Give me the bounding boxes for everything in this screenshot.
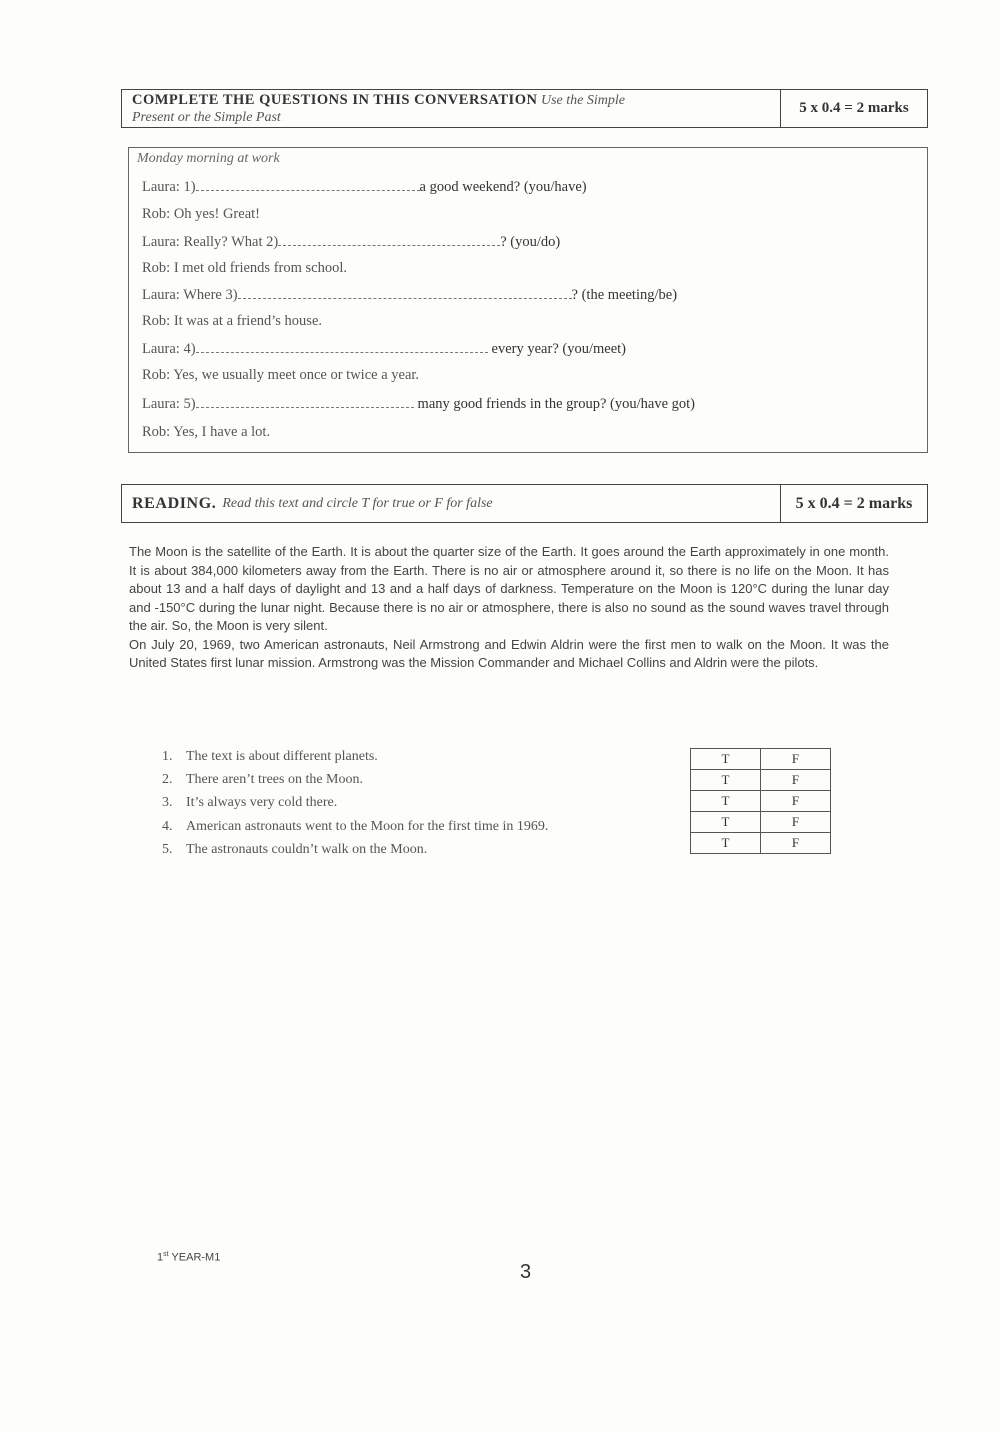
line-prefix: Laura: 5) xyxy=(142,396,196,412)
conversation-instruction-2: Present or the Simple Past xyxy=(132,110,281,125)
line-prefix: Laura: 1) xyxy=(142,179,196,195)
true-false-table xyxy=(690,748,831,854)
conversation-line-1 xyxy=(142,178,587,196)
line-suffix: a good weekend? (you/have) xyxy=(419,179,587,195)
question-number: 1. xyxy=(162,749,173,764)
question-5 xyxy=(162,842,427,858)
question-text: It’s always very cold there. xyxy=(186,795,338,810)
table-row xyxy=(691,833,831,854)
true-option-2[interactable]: T xyxy=(691,770,761,791)
table-row xyxy=(691,749,831,770)
question-number: 2. xyxy=(162,772,173,787)
false-option-3[interactable]: F xyxy=(761,791,831,812)
question-3 xyxy=(162,795,337,811)
true-option-5[interactable]: T xyxy=(691,833,761,854)
question-4 xyxy=(162,819,548,835)
false-option-2[interactable]: F xyxy=(761,770,831,791)
answer-blank-1[interactable] xyxy=(196,178,420,191)
conversation-line-2: Rob: Oh yes! Great! xyxy=(142,206,260,222)
question-2 xyxy=(162,772,363,788)
conversation-header-text xyxy=(122,90,781,127)
year-number: 1 xyxy=(157,1251,164,1264)
line-prefix: Laura: Where 3) xyxy=(142,287,238,303)
line-suffix: ? (you/do) xyxy=(500,234,561,250)
year-suffix: st xyxy=(163,1251,169,1258)
year-text: YEAR-M1 xyxy=(168,1251,221,1264)
answer-blank-5[interactable] xyxy=(196,395,414,408)
conversation-line-5 xyxy=(142,286,677,304)
conversation-box xyxy=(128,147,928,453)
conversation-setting: Monday morning at work xyxy=(137,151,280,166)
reading-title: READING. xyxy=(132,494,217,512)
reading-header-text xyxy=(122,485,781,522)
question-text: There aren’t trees on the Moon. xyxy=(186,772,364,787)
reading-paragraph-2: On July 20, 1969, two American astronauts, Neil Armstrong and Edwin Aldrin were the first men to walk on the Moon. It was the United States first lunar mission. Armstrong was the Mission Commander and Michael Collins and Aldrin were the pilots. xyxy=(129,636,889,670)
reading-passage xyxy=(129,543,889,673)
question-1 xyxy=(162,749,378,765)
reading-marks: 5 x 0.4 = 2 marks xyxy=(795,494,913,512)
question-number: 3. xyxy=(162,795,173,810)
question-text: American astronauts went to the Moon for the first time in 1969. xyxy=(186,819,549,834)
conversation-line-9 xyxy=(142,395,695,413)
reading-paragraph-1: The Moon is the satellite of the Earth. It is about the quarter size of the Earth. It goes around the Earth approximately in one month. It is about 384,000 kilometers away from the Earth. There is no air or atmosphere around it, so there is no life on the Moon. It has about 13 and a half days of daylight and 13 and a half days of darkness. Temperature on the Moon is 120°C during the lunar day and -150°C during the lunar night. Because there is no air or atmosphere, there is also no sound as the sound waves travel through the air. So, the Moon is very silent. xyxy=(129,544,889,633)
page-number: 3 xyxy=(520,1261,532,1283)
line-prefix: Laura: Really? What 2) xyxy=(142,234,279,250)
question-text: The astronauts couldn’t walk on the Moon. xyxy=(186,842,428,857)
false-option-1[interactable]: F xyxy=(761,749,831,770)
false-option-4[interactable]: F xyxy=(761,812,831,833)
false-option-5[interactable]: F xyxy=(761,833,831,854)
reading-section-header xyxy=(121,484,928,523)
question-number: 4. xyxy=(162,819,173,834)
conversation-line-7 xyxy=(142,340,626,358)
conversation-instruction-1: Use the Simple xyxy=(540,93,625,108)
line-suffix: many good friends in the group? (you/have got) xyxy=(417,396,695,412)
answer-blank-2[interactable] xyxy=(278,233,500,246)
conversation-line-10: Rob: Yes, I have a lot. xyxy=(142,424,271,440)
table-row xyxy=(691,791,831,812)
line-suffix: ? (the meeting/be) xyxy=(571,287,678,303)
line-prefix: Laura: 4) xyxy=(142,341,196,357)
conversation-section-header xyxy=(121,89,928,128)
true-option-1[interactable]: T xyxy=(691,749,761,770)
conversation-marks: 5 x 0.4 = 2 marks xyxy=(799,100,909,116)
answer-blank-4[interactable] xyxy=(196,340,488,353)
reading-instruction: Read this text and circle T for true or F for false xyxy=(222,495,493,511)
year-label xyxy=(157,1251,220,1264)
conversation-line-4: Rob: I met old friends from school. xyxy=(142,260,347,276)
true-option-4[interactable]: T xyxy=(691,812,761,833)
line-suffix: every year? (you/meet) xyxy=(491,341,626,357)
table-row xyxy=(691,770,831,791)
conversation-line-8: Rob: Yes, we usually meet once or twice a year. xyxy=(142,367,420,383)
conversation-line-6: Rob: It was at a friend’s house. xyxy=(142,313,323,329)
question-text: The text is about different planets. xyxy=(186,749,378,764)
table-row xyxy=(691,812,831,833)
question-number: 5. xyxy=(162,842,173,857)
true-option-3[interactable]: T xyxy=(691,791,761,812)
conversation-line-3 xyxy=(142,233,560,251)
answer-blank-3[interactable] xyxy=(238,286,572,299)
conversation-title: COMPLETE THE QUESTIONS IN THIS CONVERSATION xyxy=(132,92,538,108)
